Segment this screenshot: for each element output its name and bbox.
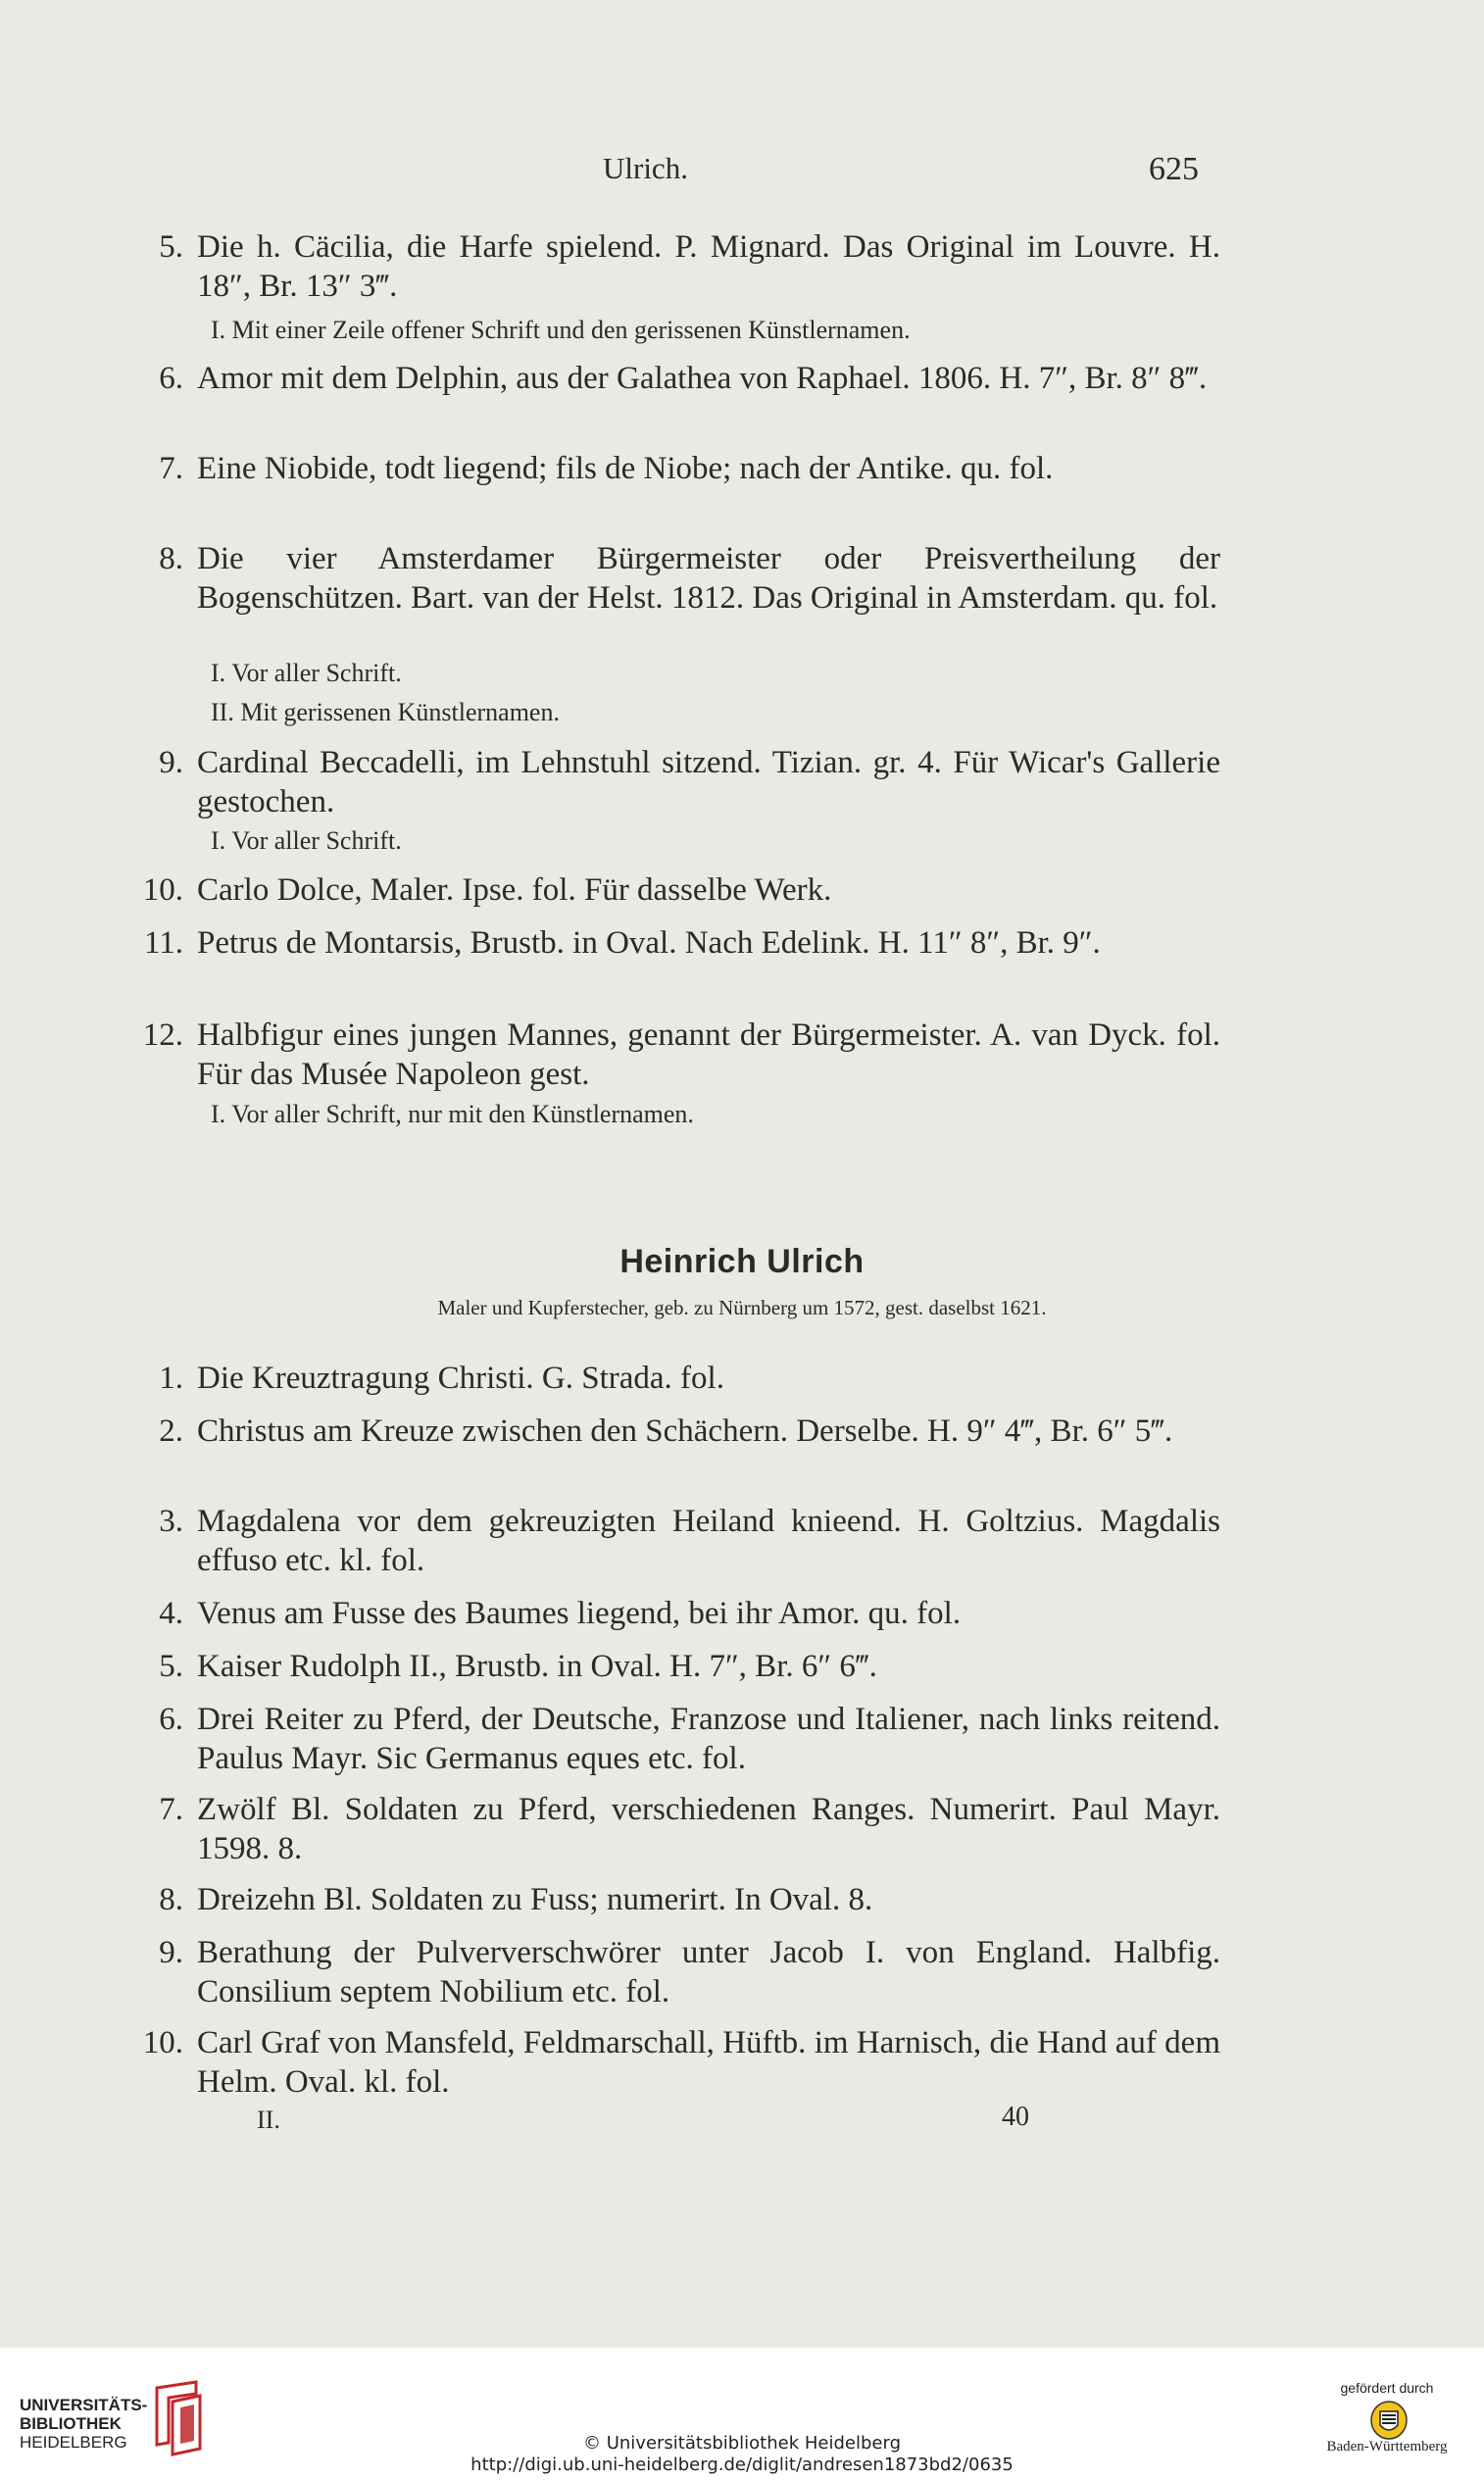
entry-number: 5.: [159, 229, 183, 265]
entry-number: 3.: [159, 1504, 183, 1539]
catalog-entry: [123, 1502, 1220, 1580]
entry-number: 9.: [159, 745, 183, 780]
entry-text: Berathung der Pulververschwörer unter Jacob I. von England. Halbfig. Consilium septem Nobilium etc. fol.: [197, 1935, 1220, 2009]
entry-number: 11.: [143, 925, 183, 961]
running-header: [0, 147, 1484, 196]
logo-line: HEIDELBERG: [20, 2433, 127, 2452]
funded-by-label: gefördert durch: [1340, 2380, 1434, 2396]
catalog-entry: [123, 1359, 1220, 1398]
copyright-text: © Universitätsbibliothek Heidelberg: [582, 2433, 901, 2454]
catalog-entry: [123, 227, 1220, 306]
copyright-block: [0, 2433, 1484, 2476]
entry-number: 4.: [159, 1596, 183, 1631]
entry-text: Cardinal Beccadelli, im Lehnstuhl sitzend. Tizian. gr. 4. Für Wicar's Gallerie gestochen.: [197, 745, 1220, 819]
entry-text: Eine Niobide, todt liegend; fils de Niobe; nach der Antike. qu. fol.: [197, 451, 1054, 486]
catalog-entry: [123, 1700, 1220, 1778]
catalog-entry: [123, 743, 1220, 821]
state-note: I. Vor aller Schrift.: [211, 659, 402, 687]
section-subtitle: Maler und Kupferstecher, geb. zu Nürnberg um 1572, gest. daselbst 1621.: [437, 1296, 1047, 1319]
logo-line: BIBLIOTHEK: [20, 2414, 122, 2433]
entry-text: Halbfigur eines jungen Mannes, genannt der Bürgermeister. A. van Dyck. fol. Für das Musée Napoleon gest.: [197, 1017, 1220, 1092]
catalog-entry: [123, 1412, 1220, 1451]
entry-number: 10.: [142, 872, 183, 908]
running-title: Ulrich.: [603, 151, 688, 185]
entry-number: 9.: [159, 1935, 183, 1970]
entry-text: Carlo Dolce, Maler. Ipse. fol. Für dasselbe Werk.: [197, 872, 832, 908]
catalog-entry: [123, 449, 1220, 488]
entry-text: Petrus de Montarsis, Brustb. in Oval. Nach Edelink. H. 11″ 8″, Br. 9″.: [197, 925, 1101, 961]
entry-text: Die Kreuztragung Christi. G. Strada. fol.: [197, 1361, 724, 1396]
entry-text: Kaiser Rudolph II., Brustb. in Oval. H. 7″, Br. 6″ 6‴.: [197, 1649, 877, 1684]
catalog-entry: [123, 1880, 1220, 1919]
entry-text: Drei Reiter zu Pferd, der Deutsche, Franzose und Italiener, nach links reitend. Paulus Mayr. Sic Germanus eques etc. fol.: [197, 1702, 1220, 1776]
entry-text: Die vier Amsterdamer Bürgermeister oder Preisvertheilung der Bogenschützen. Bart. van der Helst. 1812. Das Original in Amsterdam. qu. fol.: [197, 541, 1220, 616]
catalog-entry: [123, 1647, 1220, 1686]
entry-number: 7.: [159, 451, 183, 486]
catalog-entry: [123, 539, 1220, 618]
catalog-entry: [123, 923, 1220, 963]
entry-number: 8.: [159, 541, 183, 576]
section-title: Heinrich Ulrich: [619, 1243, 865, 1280]
sheet-number: 40: [1002, 2102, 1029, 2132]
entry-text: Carl Graf von Mansfeld, Feldmarschall, Hüftb. im Harnisch, die Hand auf dem Helm. Oval. kl. fol.: [197, 2025, 1220, 2100]
state-note: II. Mit gerissenen Künstlernamen.: [211, 698, 560, 726]
permalink[interactable]: http://digi.ub.uni-heidelberg.de/diglit/andresen1873bd2/0635: [470, 2455, 1014, 2475]
entry-number: 1.: [159, 1361, 183, 1396]
state-note: I. Vor aller Schrift.: [211, 826, 402, 855]
entry-text: Magdalena vor dem gekreuzigten Heiland knieend. H. Goltzius. Magdalis effuso etc. kl. fol.: [197, 1504, 1220, 1578]
entry-text: Amor mit dem Delphin, aus der Galathea von Raphael. 1806. H. 7″, Br. 8″ 8‴.: [197, 361, 1208, 396]
logo-line: UNIVERSITÄTS-: [20, 2396, 148, 2414]
state-note: I. Vor aller Schrift, nur mit den Künstlernamen.: [211, 1100, 694, 1128]
entry-number: 2.: [159, 1414, 183, 1449]
entry-number: 12.: [142, 1017, 183, 1053]
catalog-entry: [123, 359, 1220, 398]
entry-text: Die h. Cäcilia, die Harfe spielend. P. Mignard. Das Original im Louvre. H. 18″, Br. 13″ 3‴.: [197, 229, 1220, 304]
entry-number: 6.: [159, 1702, 183, 1737]
page-number: 625: [1149, 151, 1199, 187]
entry-number: 7.: [159, 1792, 183, 1827]
state-crest-icon: [1369, 2400, 1409, 2441]
funder-name: Baden-Württemberg: [1326, 2439, 1448, 2455]
catalog-entry: [123, 1594, 1220, 1633]
signature-mark: II.: [257, 2106, 280, 2134]
catalog-entry: [123, 870, 1220, 910]
entry-text: Christus am Kreuze zwischen den Schächern. Derselbe. H. 9″ 4‴, Br. 6″ 5‴.: [197, 1414, 1173, 1449]
state-note: I. Mit einer Zeile offener Schrift und den gerissenen Künstlernamen.: [211, 316, 911, 344]
entry-text: Dreizehn Bl. Soldaten zu Fuss; numerirt. In Oval. 8.: [197, 1882, 873, 1917]
entry-number: 5.: [159, 1649, 183, 1684]
entry-text: Venus am Fusse des Baumes liegend, bei ihr Amor. qu. fol.: [197, 1596, 962, 1631]
entry-text: Zwölf Bl. Soldaten zu Pferd, verschiedenen Ranges. Numerirt. Paul Mayr. 1598. 8.: [197, 1792, 1220, 1866]
catalog-entry: [123, 1016, 1220, 1094]
entry-number: 8.: [159, 1882, 183, 1917]
entry-number: 6.: [159, 361, 183, 396]
catalog-entry: [123, 1790, 1220, 1868]
catalog-entry: [123, 2023, 1220, 2102]
catalog-entry: [123, 1933, 1220, 2011]
entry-number: 10.: [142, 2025, 183, 2060]
